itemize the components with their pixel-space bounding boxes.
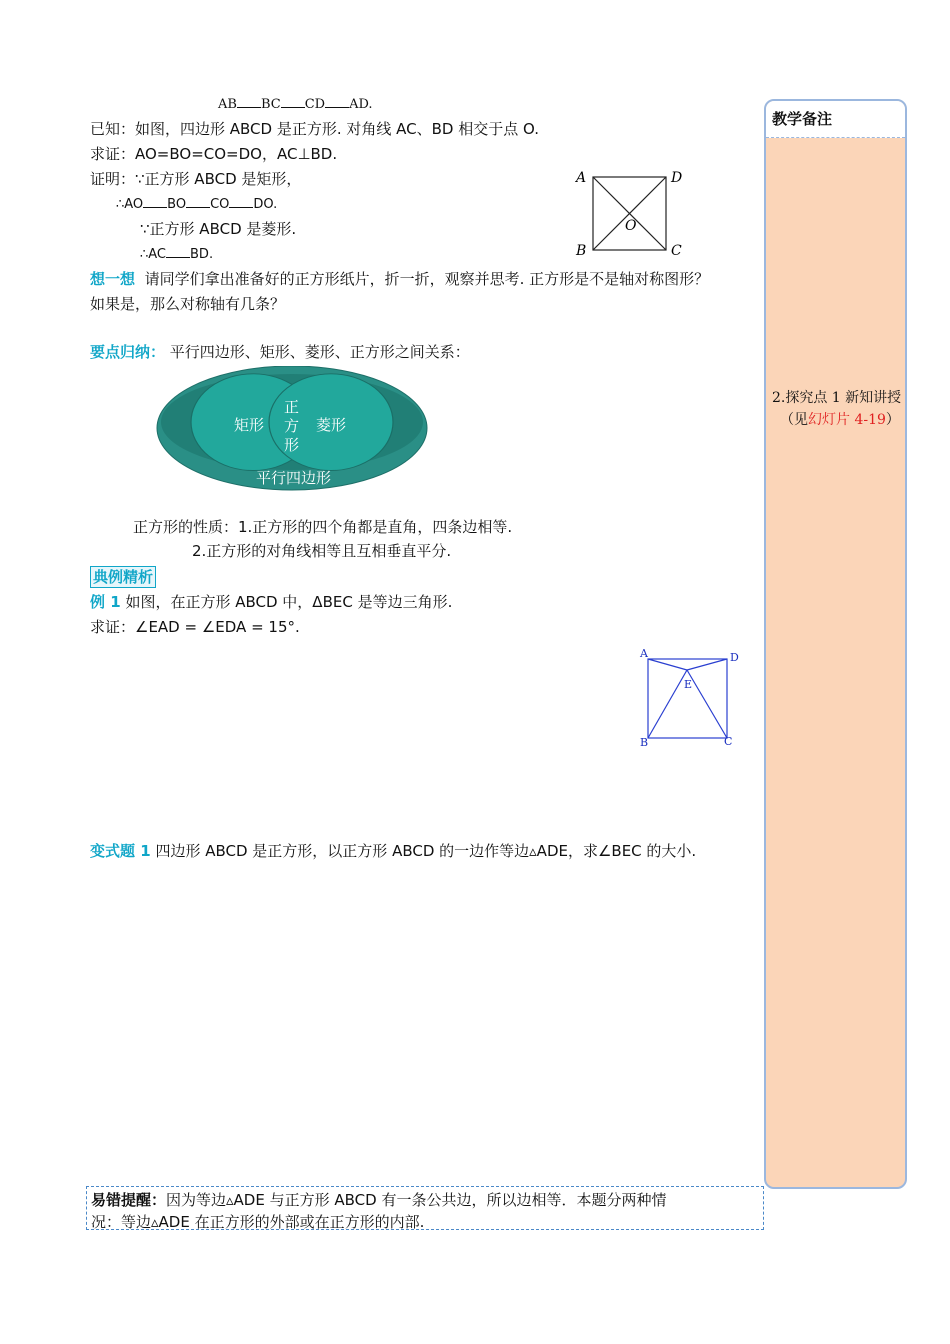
venn-outer-label: 平行四边形 — [256, 469, 332, 487]
proof-line-1: 证明：∵正方形 ABCD 是矩形， — [90, 170, 302, 188]
think-line-1: 想一想 请同学们拿出准备好的正方形纸片，折一折，观察并思考. 正方形是不是轴对称图形？ — [90, 270, 710, 288]
header-line: AB BC CD AD. — [218, 97, 373, 112]
label-o: O — [625, 218, 637, 234]
example1-line: 例 1 如图，在正方形 ABCD 中，ΔBEC 是等边三角形. — [90, 593, 453, 611]
ex-label-e: E — [684, 678, 693, 691]
proof-line-3: ∵正方形 ABCD 是菱形. — [140, 220, 297, 238]
think-line-2: 如果是，那么对称轴有几条？ — [90, 295, 286, 313]
example-figure — [636, 644, 746, 750]
summary-line: 要点归纳： 平行四边形、矩形、菱形、正方形之间关系： — [90, 343, 470, 361]
proof-line-4: ∴AC BD. — [140, 247, 214, 262]
warning-line-1: 易错提醒：因为等边▵ADE 与正方形 ABCD 有一条公共边，所以边相等．本题分两种情 — [91, 1191, 667, 1209]
properties-line-1: 正方形的性质：1.正方形的四个角都是直角，四条边相等. — [133, 518, 513, 536]
variant-line: 变式题 1 四边形 ABCD 是正方形，以正方形 ABCD 的一边作等边▵ADE，求∠BEC 的大小. — [90, 842, 697, 860]
prove-statement: 求证：AO=BO=CO=DO，AC⊥BD. — [90, 145, 338, 163]
sidebar-title: 教学备注 — [772, 110, 833, 128]
known-statement: 已知：如图，四边形 ABCD 是正方形. 对角线 AC、BD 相交于点 O. — [90, 120, 539, 138]
label-b: B — [576, 243, 587, 259]
ex-label-a: A — [640, 647, 648, 660]
example-section-title: 典例精析 — [90, 566, 156, 588]
ex-label-b: B — [640, 736, 649, 749]
sidebar-note — [772, 387, 904, 431]
venn-diagram — [156, 366, 428, 496]
sidebar-note-1: 2.探究点 1 新知讲授 — [772, 390, 902, 406]
example1-prove: 求证：∠EAD = ∠EDA = 15°. — [90, 618, 300, 636]
example1-label: 例 1 — [90, 593, 121, 611]
think-label: 想一想 — [90, 270, 136, 288]
warning-label: 易错提醒： — [91, 1191, 167, 1209]
label-d: D — [671, 170, 683, 186]
square-diagram — [570, 164, 690, 264]
label-a: A — [576, 170, 587, 186]
variant-label: 变式题 1 — [90, 842, 151, 860]
ex-label-d: D — [730, 651, 739, 664]
venn-center-3: 形 — [284, 436, 300, 454]
ex-label-c: C — [724, 735, 733, 748]
summary-label: 要点归纳： — [90, 343, 166, 361]
sidebar-note-2: （见幻灯片 4-19） — [780, 412, 900, 428]
slide-reference: 幻灯片 4-19 — [808, 412, 886, 428]
proof-line-2: ∴AO BO CO DO. — [116, 197, 278, 212]
warning-line-2: 况：等边▵ADE 在正方形的外部或在正方形的内部. — [91, 1213, 425, 1231]
venn-left-label: 矩形 — [234, 416, 265, 434]
venn-right-label: 菱形 — [316, 416, 347, 434]
teaching-notes-sidebar — [764, 99, 907, 1189]
venn-center-2: 方 — [284, 417, 300, 435]
venn-center-1: 正 — [284, 398, 300, 416]
label-c: C — [671, 243, 682, 259]
properties-line-2: 2.正方形的对角线相等且互相垂直平分. — [192, 542, 452, 560]
warning-box — [86, 1186, 764, 1230]
sidebar-header — [766, 101, 905, 138]
